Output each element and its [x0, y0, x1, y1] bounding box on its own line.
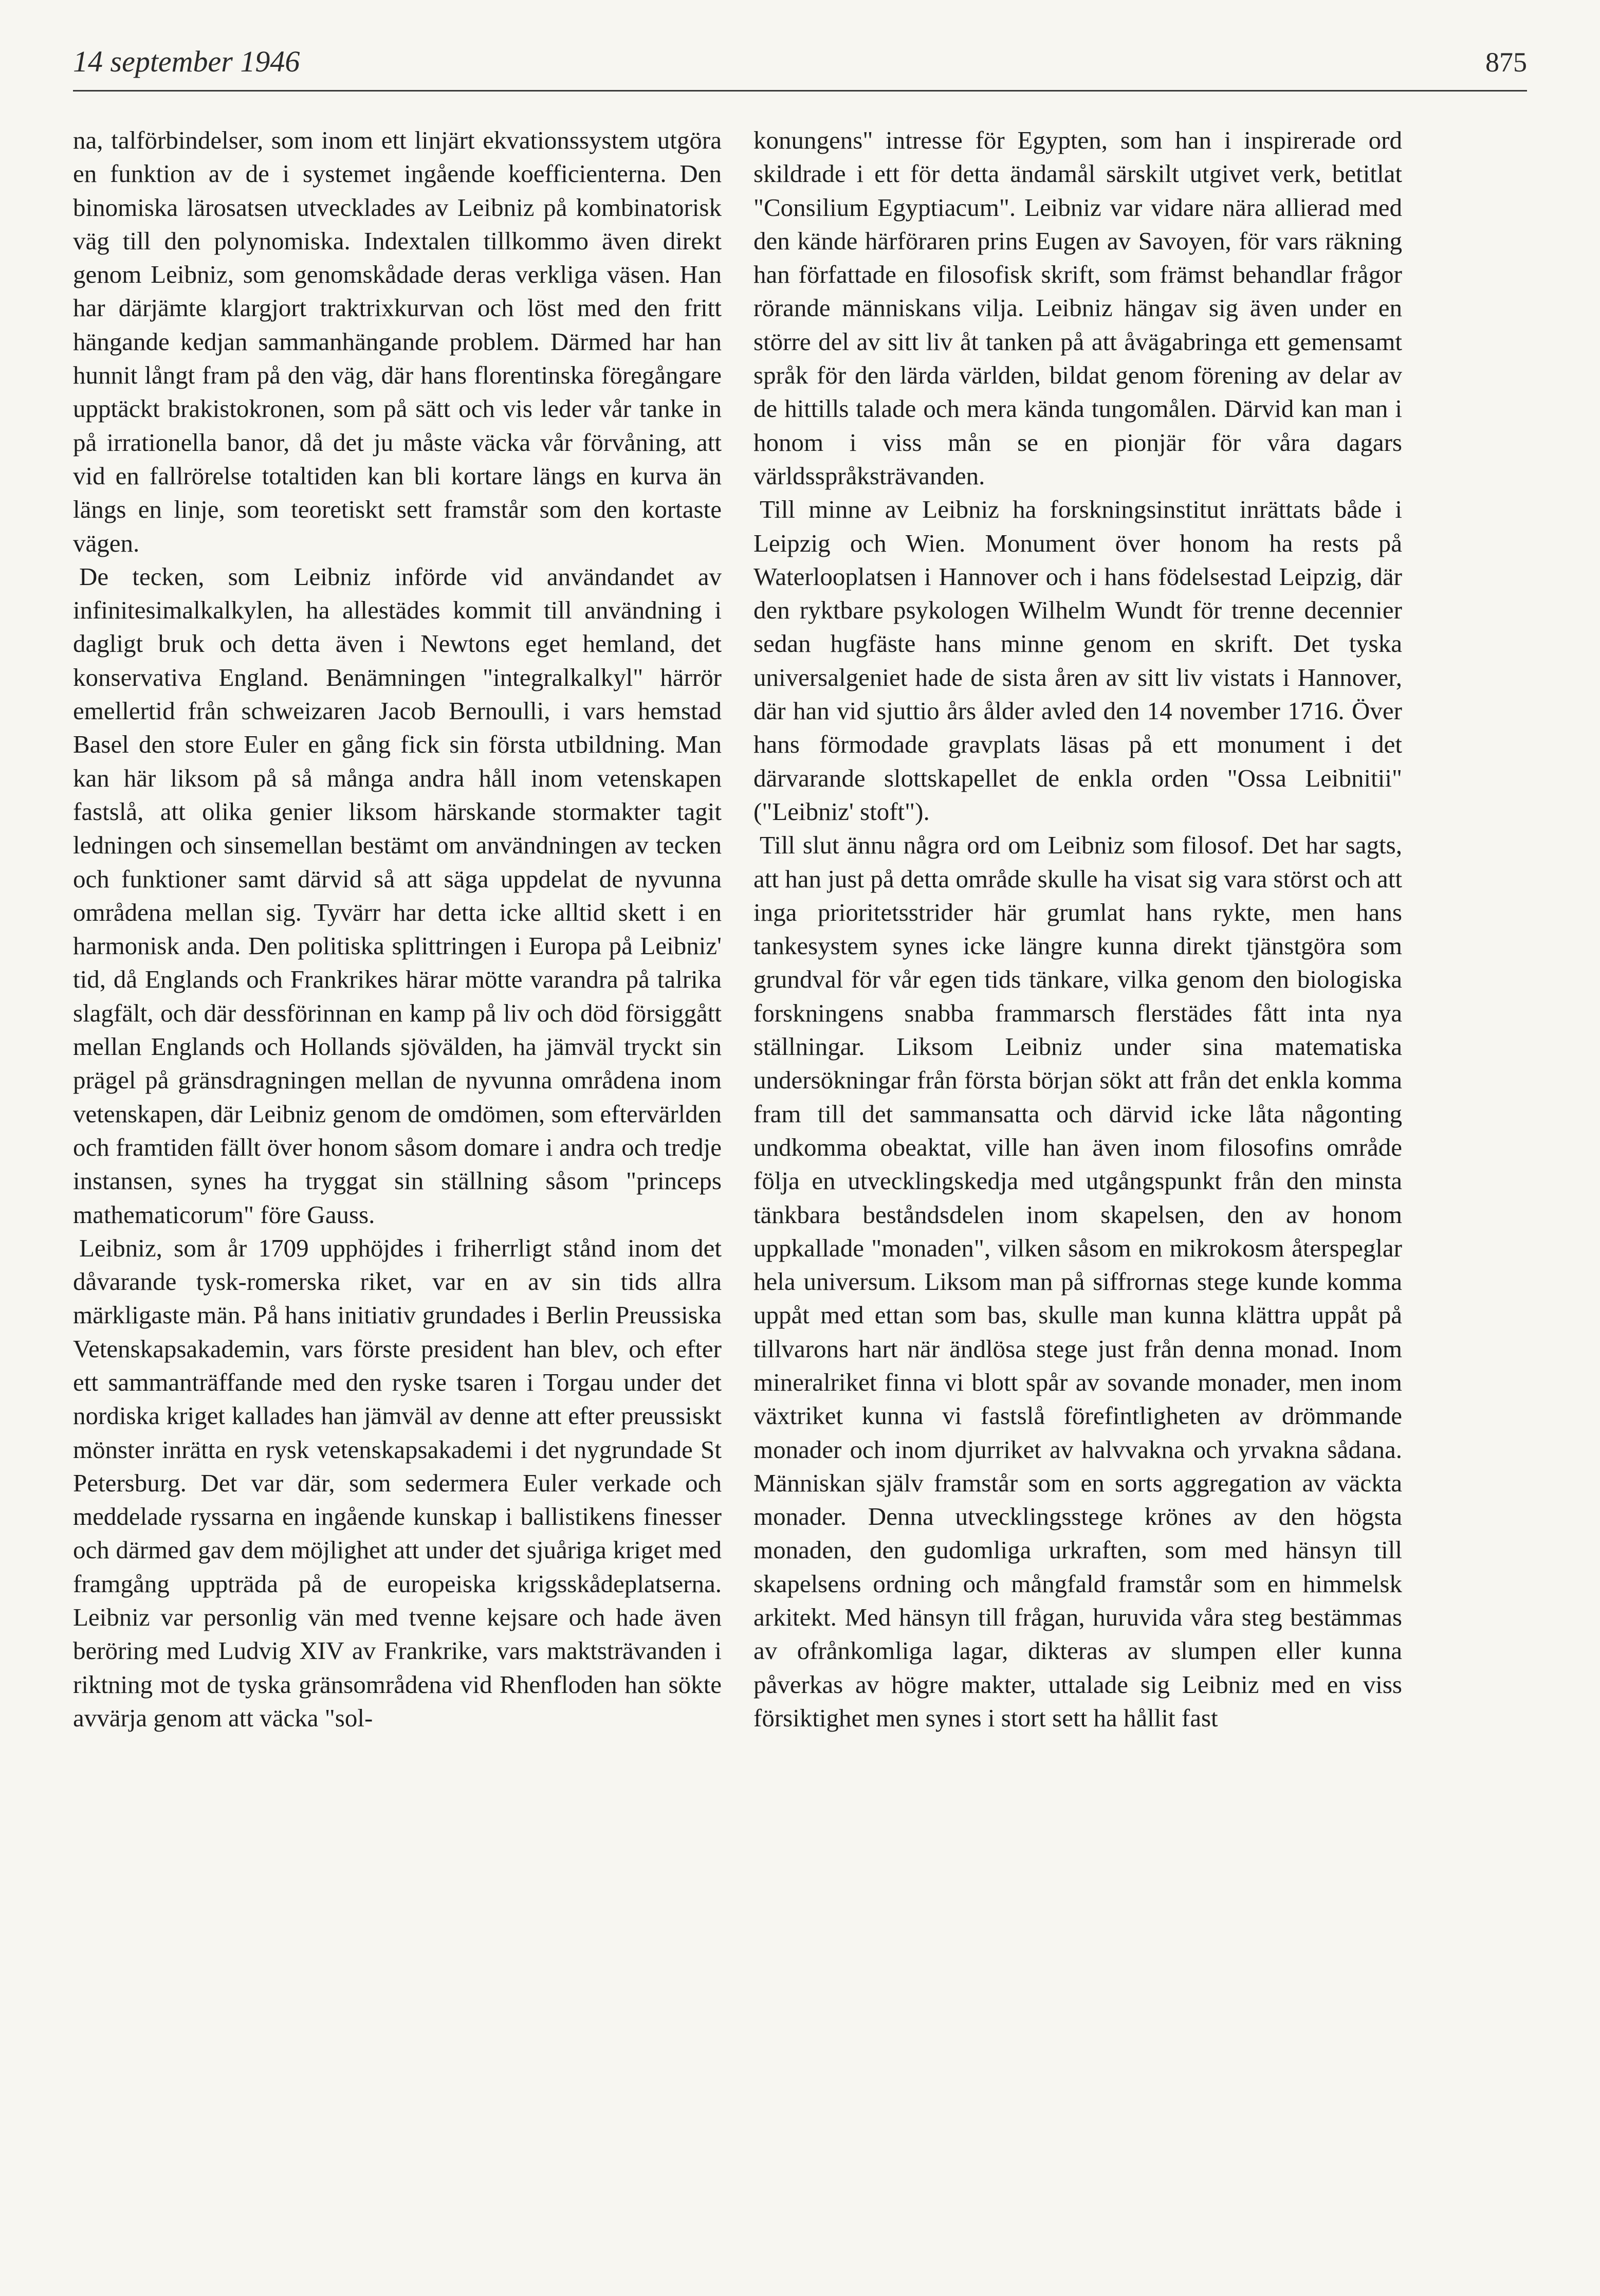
header-rule	[73, 90, 1527, 92]
page-number: 875	[1485, 47, 1527, 78]
paragraph: konungens" intresse för Egypten, som han i inspirerade ord skildrade i ett för detta ändamål särskilt utgivet verk, betitlat "Consilium Egyptiacum". Leibniz var vidare nära allierad med den kände härföraren prins Eugen av Savoyen, för vars räkning han författade en filosofisk skrift, som främst behandlar frågor rörande människans vilja. Leibniz hängav sig även under en större del av sitt liv åt tanken på att åvägabringa ett gemensamt språk för den lärda världen, bildat genom förening av delar av de hittills talade och mera kända tungomålen. Därvid kan man i honom i viss mån se en pionjär för våra dagars världsspråksträvanden.	[753, 126, 1402, 490]
issue-date: 14 september 1946	[73, 45, 300, 78]
paragraph: Leibniz, som år 1709 upphöjdes i friherrligt stånd inom det dåvarande tysk-romerska riket, var en av sin tids allra märkligaste män. På hans initiativ grundades i Berlin Preussiska Vetenskapsakademin, vars förste president han blev, och efter ett sammanträffande med den ryske tsaren i Torgau under det nordiska kriget kallades han jämväl av denne att efter preussiskt mönster inrätta en rysk vetenskapsakademi i det nygrundade St Petersburg. Det var där, som sedermera Euler verkade och meddelade ryssarna en ingående kunskap i ballistikens finesser och därmed gav dem möjlighet att under det sjuåriga kriget med framgång uppträda på de europeiska krigsskådeplatserna. Leibniz var personlig vän med tvenne kejsare och hade även beröring med Ludvig XIV av Frankrike, vars maktsträvanden i riktning mot de tyska gränsområdena vid Rhenfloden han sökte avvärja genom att väcka "sol-	[73, 1233, 722, 1732]
paragraph: Till minne av Leibniz ha forskningsinstitut inrättats både i Leipzig och Wien. Monument över honom ha rests på Waterlooplatsen i Hannover och i hans födelsestad Leipzig, där den ryktbare psykologen Wilhelm Wundt för trenne decennier sedan hugfäste hans minne genom en skrift. Det tyska universalgeniet hade de sista åren av sitt liv vistats i Hannover, där han vid sjuttio års ålder avled den 14 november 1716. Över hans förmodade gravplats läsas på ett monument i det därvarande slottskapellet de enkla orden "Ossa Leibnitii" ("Leibniz' stoft").	[753, 495, 1402, 826]
paragraph: na, talförbindelser, som inom ett linjärt ekvationssystem utgöra en funktion av de i systemet ingående koefficienterna. Den binomiska lärosatsen utvecklades av Leibniz på kombinatorisk väg till den polynomiska. Indextalen tillkommo även direkt genom Leibniz, som genomskådade deras verkliga väsen. Han har därjämte klargjort traktrixkurvan och löst med den fritt hängande kedjan sammanhängande problem. Därmed har han hunnit långt fram på den väg, där hans florentinska föregångare upptäckt brakistokronen, som på sätt och vis leder vår tanke in på irrationella banor, då det ju måste väcka vår förvåning, att vid en fallrörelse totaltiden kan bli kortare längs en kurva än längs en linje, som teoretiskt sett framstår som den kortaste vägen.	[73, 126, 722, 557]
paragraph: Till slut ännu några ord om Leibniz som filosof. Det har sagts, att han just på detta område skulle ha visat sig vara störst och att inga prioritetsstrider här grumlat hans rykte, men hans tankesystem synes icke längre kunna direkt tjänstgöra som grundval för vår egen tids tänkare, vilka genom den biologiska forskningens snabba frammarsch flerstädes fått inta nya ställningar. Liksom Leibniz under sina matematiska undersökningar från första början sökt att från det enkla komma fram till det sammansatta och därvid icke låta någonting undkomma obeaktat, ville han även inom filosofins område följa en utvecklingskedja med utgångspunkt från den minsta tänkbara beståndsdelen inom skapelsen, den av honom uppkallade "monaden", vilken såsom en mikrokosm återspeglar hela universum. Liksom man på siffrornas stege kunde komma uppåt med ettan som bas, skulle man kunna klättra uppåt på tillvarons hart när ändlösa stege just från denna monad. Inom mineralriket finna vi blott spår av sovande monader, men inom växtriket kunna vi fastslå förefintligheten av drömmande monader och inom djurriket av halvvakna och yrvakna sådana. Människan själv framstår som en sorts aggregation av väckta monader. Denna utvecklingsstege krönes av den högsta monaden, den gudomliga urkraften, som med hänsyn till skapelsens ordning och mångfald framstår som en himmelsk arkitekt. Med hänsyn till frågan, huruvida våra steg bestämmas av ofrånkomliga lagar, dikteras av slumpen eller kunna påverkas av högre makter, uttalade sig Leibniz med en viss försiktighet men synes i stort sett ha hållit fast	[753, 831, 1402, 1732]
paragraph: De tecken, som Leibniz införde vid användandet av infinitesimalkalkylen, ha allestädes kommit till användning i dagligt bruk och detta även i Newtons eget hemland, det konservativa England. Benämningen "integralkalkyl" härrör emellertid från schweizaren Jacob Bernoulli, i vars hemstad Basel den store Euler en gång fick sin första utbildning. Man kan här liksom på så många andra håll inom vetenskapen fastslå, att olika genier liksom härskande stormakter tagit ledningen och sinsemellan bestämt om användningen av tecken och funktioner samt därvid så att säga uppdelat de nyvunna områdena mellan sig. Tyvärr har detta icke alltid skett i en harmonisk anda. Den politiska splittringen i Europa på Leibniz' tid, då Englands och Frankrikes härar mötte varandra på talrika slagfält, och där dessförinnan en kamp på liv och död försiggått mellan Englands och Hollands sjövälden, ha jämväl tryckt sin prägel på gränsdragningen mellan de nyvunna områdena inom vetenskapen, där Leibniz genom de omdömen, som eftervärlden och framtiden fällt över honom såsom domare i andra och tredje instansen, synes ha tryggat sin ställning såsom "princeps mathematicorum" före Gauss.	[73, 562, 722, 1229]
right-column	[753, 123, 1402, 1735]
page-header	[73, 35, 1527, 86]
left-column	[73, 123, 722, 1735]
